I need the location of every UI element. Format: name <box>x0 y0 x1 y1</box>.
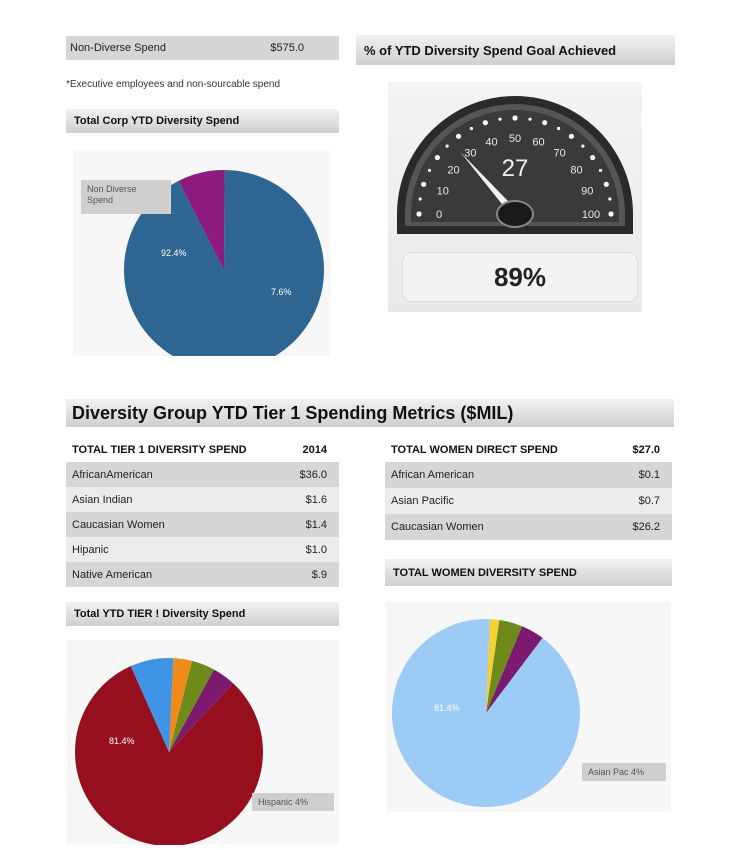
gauge-tick-label: 30 <box>464 147 477 160</box>
corp-chart-title: Total Corp YTD Diversity Spend <box>66 109 339 133</box>
table-row <box>66 462 339 487</box>
corp-pie-legend: Non Diverse Spend <box>81 180 171 214</box>
gauge-tick <box>608 211 613 216</box>
row-label: Caucasian Women <box>72 518 165 531</box>
row-label: Native American <box>72 568 153 581</box>
row-value: $.9 <box>311 568 327 581</box>
non-diverse-spend-value: $575.0 <box>270 42 304 54</box>
tier1-table <box>66 437 339 587</box>
gauge-tick <box>483 120 488 125</box>
table-row <box>385 514 672 540</box>
women-header-value: $27.0 <box>632 443 660 456</box>
row-value: $26.2 <box>632 521 660 533</box>
gauge-tick <box>498 118 501 121</box>
women-table <box>385 437 672 540</box>
gauge-tick-label: 90 <box>581 185 594 198</box>
women-table-header <box>385 437 672 462</box>
speedometer-gauge <box>388 82 642 242</box>
footnote: *Executive employees and non-sourcable spend <box>66 79 281 90</box>
women-header-label: TOTAL WOMEN DIRECT SPEND <box>391 443 558 456</box>
row-value: $1.6 <box>305 493 327 506</box>
row-value: $36.0 <box>299 468 327 481</box>
gauge-tick-label: 60 <box>532 136 545 149</box>
gauge-tick <box>608 197 611 200</box>
gauge-tick-label: 10 <box>436 185 449 198</box>
tier1-header-label: TOTAL TIER 1 DIVERSITY SPEND <box>72 443 247 456</box>
gauge-tick <box>470 127 473 130</box>
gauge-tick-label: 70 <box>553 147 566 160</box>
gauge-tick <box>599 169 602 172</box>
women-pie-chart-area <box>386 602 671 812</box>
table-row <box>66 512 339 537</box>
section-title: Diversity Group YTD Tier 1 Spending Metrics ($MIL) <box>66 399 674 427</box>
pie-slice-label: 7.6% <box>271 287 292 297</box>
table-row <box>385 462 672 488</box>
gauge-tick <box>419 197 422 200</box>
row-label: Caucasian Women <box>391 521 484 533</box>
gauge-tick-label: 20 <box>447 164 460 177</box>
gauge-tick <box>456 134 461 139</box>
pie-slice-label: 92.4% <box>161 248 187 258</box>
row-value: $0.7 <box>638 495 660 507</box>
gauge-tick <box>512 115 517 120</box>
gauge-tick-label: 40 <box>485 136 498 149</box>
table-row <box>66 562 339 587</box>
row-label: Asian Indian <box>72 493 133 506</box>
gauge-reading: 27 <box>501 155 529 182</box>
gauge-tick <box>604 182 609 187</box>
women-pie-legend: Asian Pac 4% <box>582 763 666 781</box>
gauge-tick <box>421 182 426 187</box>
gauge-tick <box>435 155 440 160</box>
gauge-tick-label: 80 <box>570 164 583 177</box>
row-value: $1.4 <box>305 518 327 531</box>
tier1-pie-chart-area <box>66 640 339 845</box>
gauge-tick <box>542 120 547 125</box>
pie-slice-label: 81.4% <box>434 703 460 713</box>
gauge-panel <box>388 82 642 312</box>
non-diverse-spend-row <box>66 36 339 60</box>
gauge-tick <box>428 169 431 172</box>
women-chart-title: TOTAL WOMEN DIVERSITY SPEND <box>385 559 672 586</box>
row-value: $0.1 <box>638 469 660 481</box>
row-label: Hipanic <box>72 543 109 556</box>
table-row <box>385 488 672 514</box>
gauge-tick-label: 50 <box>508 133 522 145</box>
tier1-pie-legend: Hispanic 4% <box>252 793 334 811</box>
gauge-tick <box>446 145 449 148</box>
table-row <box>66 537 339 562</box>
gauge-tick <box>416 211 421 216</box>
non-diverse-spend-label: Non-Diverse Spend <box>70 42 166 54</box>
gauge-title: % of YTD Diversity Spend Goal Achieved <box>356 35 675 65</box>
gauge-tick <box>528 118 531 121</box>
gauge-tick <box>557 127 560 130</box>
gauge-tick <box>569 134 574 139</box>
row-value: $1.0 <box>305 543 327 556</box>
pie-slice-label: 81.4% <box>109 736 135 746</box>
gauge-tick-label: 100 <box>581 209 601 221</box>
row-label: Asian Pacific <box>391 495 454 507</box>
tier1-pie-chart <box>66 640 339 845</box>
row-label: AfricanAmerican <box>72 468 153 481</box>
gauge-tick-label: 0 <box>435 209 443 221</box>
tier1-table-header <box>66 437 339 462</box>
row-label: African American <box>391 469 475 481</box>
corp-pie-chart-area <box>73 150 330 356</box>
gauge-tick <box>590 155 595 160</box>
gauge-percent: 89% <box>402 252 638 302</box>
tier1-header-value: 2014 <box>302 443 327 456</box>
tier1-chart-title: Total YTD TIER ! Diversity Spend <box>66 602 339 626</box>
gauge-tick <box>581 145 584 148</box>
table-row <box>66 487 339 512</box>
gauge-hub <box>497 201 533 227</box>
